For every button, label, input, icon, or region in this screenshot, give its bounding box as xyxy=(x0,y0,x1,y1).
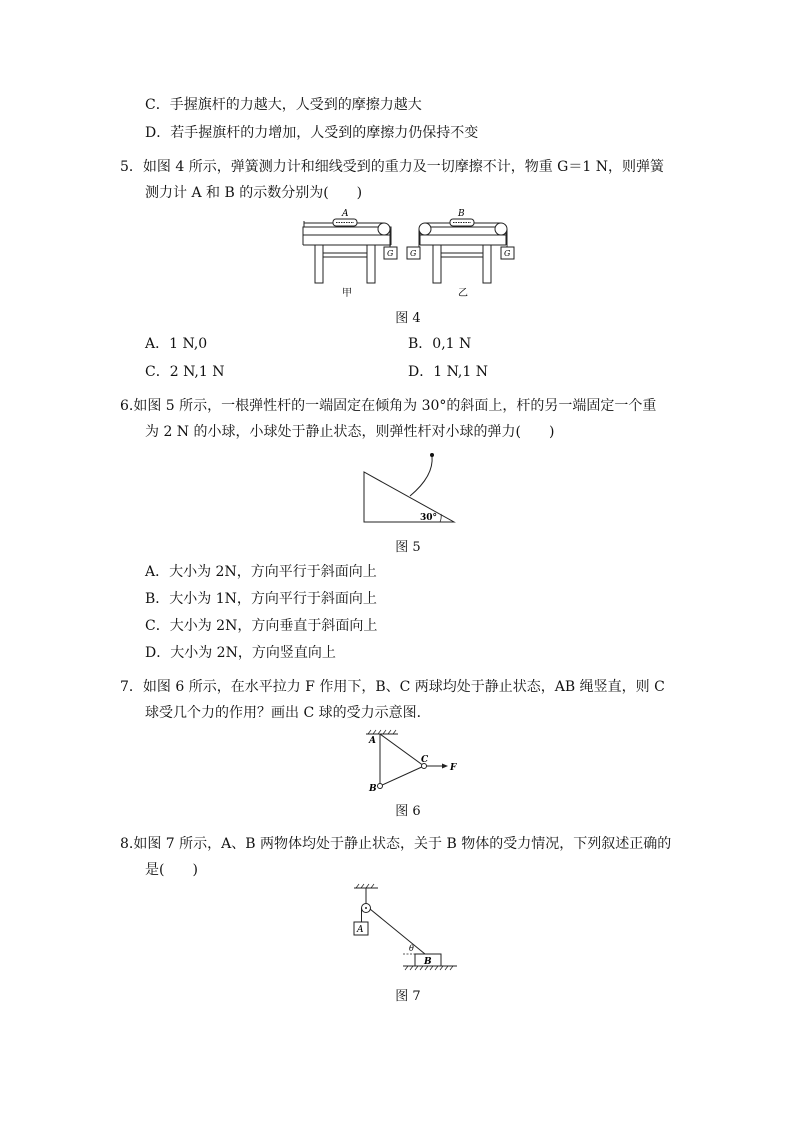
figure-7 xyxy=(345,884,465,972)
figure-5-elastic-rod xyxy=(410,456,432,496)
q5-stem-line2: 测力计 A 和 B 的示数分别为( ) xyxy=(145,185,363,201)
figure-6-caption: 图 6 xyxy=(395,804,421,819)
q8-stem-line1: 8.如图 7 所示，A、B 两物体均处于静止状态，关于 B 物体的受力情况，下列叙述正确的 xyxy=(120,836,672,852)
figure-7-caption: 图 7 xyxy=(395,989,421,1004)
figure-7-rope-b xyxy=(370,909,425,954)
figure-4 xyxy=(295,205,525,300)
figure-7-label-a: A xyxy=(357,925,364,935)
q7-stem-line2: 球受几个力的作用？画出 C 球的受力示意图． xyxy=(145,705,431,721)
figure-4-label-b: B xyxy=(458,209,465,219)
q7-stem-line1: 7．如图 6 所示，在水平拉力 F 作用下，B、C 两球均处于静止状态，AB 绳竖直，则 C xyxy=(120,679,665,695)
figure-4-label-g-right-right: G xyxy=(504,249,511,258)
q5-option-b: B．0,1 N xyxy=(408,336,472,352)
figure-6-label-f: F xyxy=(450,763,457,773)
figure-7-label-theta: θ xyxy=(409,944,414,953)
q6-option-a: A．大小为 2N，方向平行于斜面向上 xyxy=(145,564,377,580)
figure-7-pulley-axle xyxy=(365,907,367,909)
figure-5 xyxy=(362,450,462,526)
q6-option-d: D．大小为 2N，方向竖直向上 xyxy=(145,645,336,661)
figure-4-label-left: 甲 xyxy=(342,288,352,299)
figure-6-rope-bc xyxy=(380,766,424,786)
q4-option-d: D．若手握旗杆的力增加，人受到的摩擦力仍保持不变 xyxy=(145,125,479,141)
q6-stem-line2: 为 2 N 的小球，小球处于静止状态，则弹性杆对小球的弹力( ) xyxy=(145,424,555,440)
q5-option-c: C．2 N,1 N xyxy=(145,364,225,380)
q5-option-d: D．1 N,1 N xyxy=(408,364,488,380)
figure-4-caption: 图 4 xyxy=(395,311,421,326)
figure-6-ceiling-hatch xyxy=(368,730,396,734)
q8-stem-line2: 是( ) xyxy=(145,862,198,878)
figure-6 xyxy=(362,730,462,796)
figure-4-label-g-right-left: G xyxy=(410,249,417,258)
q6-stem-line1: 6.如图 5 所示，一根弹性杆的一端固定在倾角为 30°的斜面上，杆的另一端固定一个重 xyxy=(120,398,657,414)
figure-4-label-right: 乙 xyxy=(458,288,468,299)
figure-4-label-a: A xyxy=(342,209,349,219)
figure-4-table-right xyxy=(407,219,514,283)
q5-stem-line1: 5．如图 4 所示，弹簧测力计和细线受到的重力及一切摩擦不计，物重 G＝1 N，则弹簧 xyxy=(120,159,664,175)
figure-6-label-b: B xyxy=(369,784,377,794)
figure-5-caption: 图 5 xyxy=(395,540,421,555)
q5-option-a: A．1 N,0 xyxy=(145,336,208,352)
figure-7-label-b: B xyxy=(424,957,432,967)
q4-option-c: C．手握旗杆的力越大，人受到的摩擦力越大 xyxy=(145,97,422,113)
q6-option-b: B．大小为 1N，方向平行于斜面向上 xyxy=(145,591,377,607)
figure-5-angle-label: 30° xyxy=(420,513,438,523)
figure-6-label-a: A xyxy=(369,736,376,746)
figure-7-ceiling-hatch xyxy=(356,884,374,888)
figure-4-label-g-left: G xyxy=(387,249,394,258)
figure-4-table-left xyxy=(303,219,397,283)
figure-5-ball xyxy=(430,453,434,457)
figure-5-incline xyxy=(364,472,454,522)
figure-6-label-c: C xyxy=(421,755,429,765)
figure-6-rope-ac xyxy=(380,734,424,766)
figure-6-ball-b xyxy=(378,784,383,789)
q6-option-c: C．大小为 2N，方向垂直于斜面向上 xyxy=(145,618,378,634)
figure-6-arrowhead xyxy=(442,764,448,769)
